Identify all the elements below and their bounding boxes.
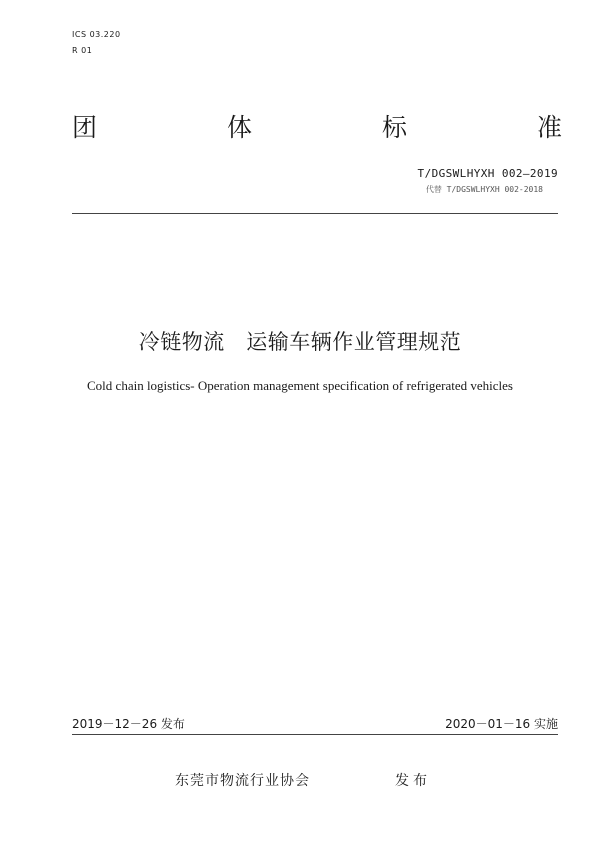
issuer-name: 东莞市物流行业协会 [175,773,310,789]
footer-divider [72,734,558,735]
standard-type-heading [72,112,562,144]
replaces-standard: 代替 T/DGSWLHYXH 002-2018 [425,185,543,194]
standard-type-char: 标 [381,113,407,142]
implement-date: 2020－01－16 实施 [445,717,558,731]
publish-date: 2019－12－26 发布 [72,717,185,731]
standard-type-char: 体 [226,113,252,142]
standard-type-char: 准 [536,113,562,142]
title-english: Cold chain logistics- Operation management specification of refrigerated vehicles [87,378,513,393]
standard-number: T/DGSWLHYXH 002—2019 [417,167,558,180]
ics-code: ICS 03.220 [72,30,121,39]
issuer-action: 发布 [395,773,431,789]
ccs-code: R 01 [72,46,93,55]
standard-type-char: 团 [72,113,98,142]
header-divider [72,213,558,214]
title-chinese: 冷链物流 运输车辆作业管理规范 [138,330,462,354]
